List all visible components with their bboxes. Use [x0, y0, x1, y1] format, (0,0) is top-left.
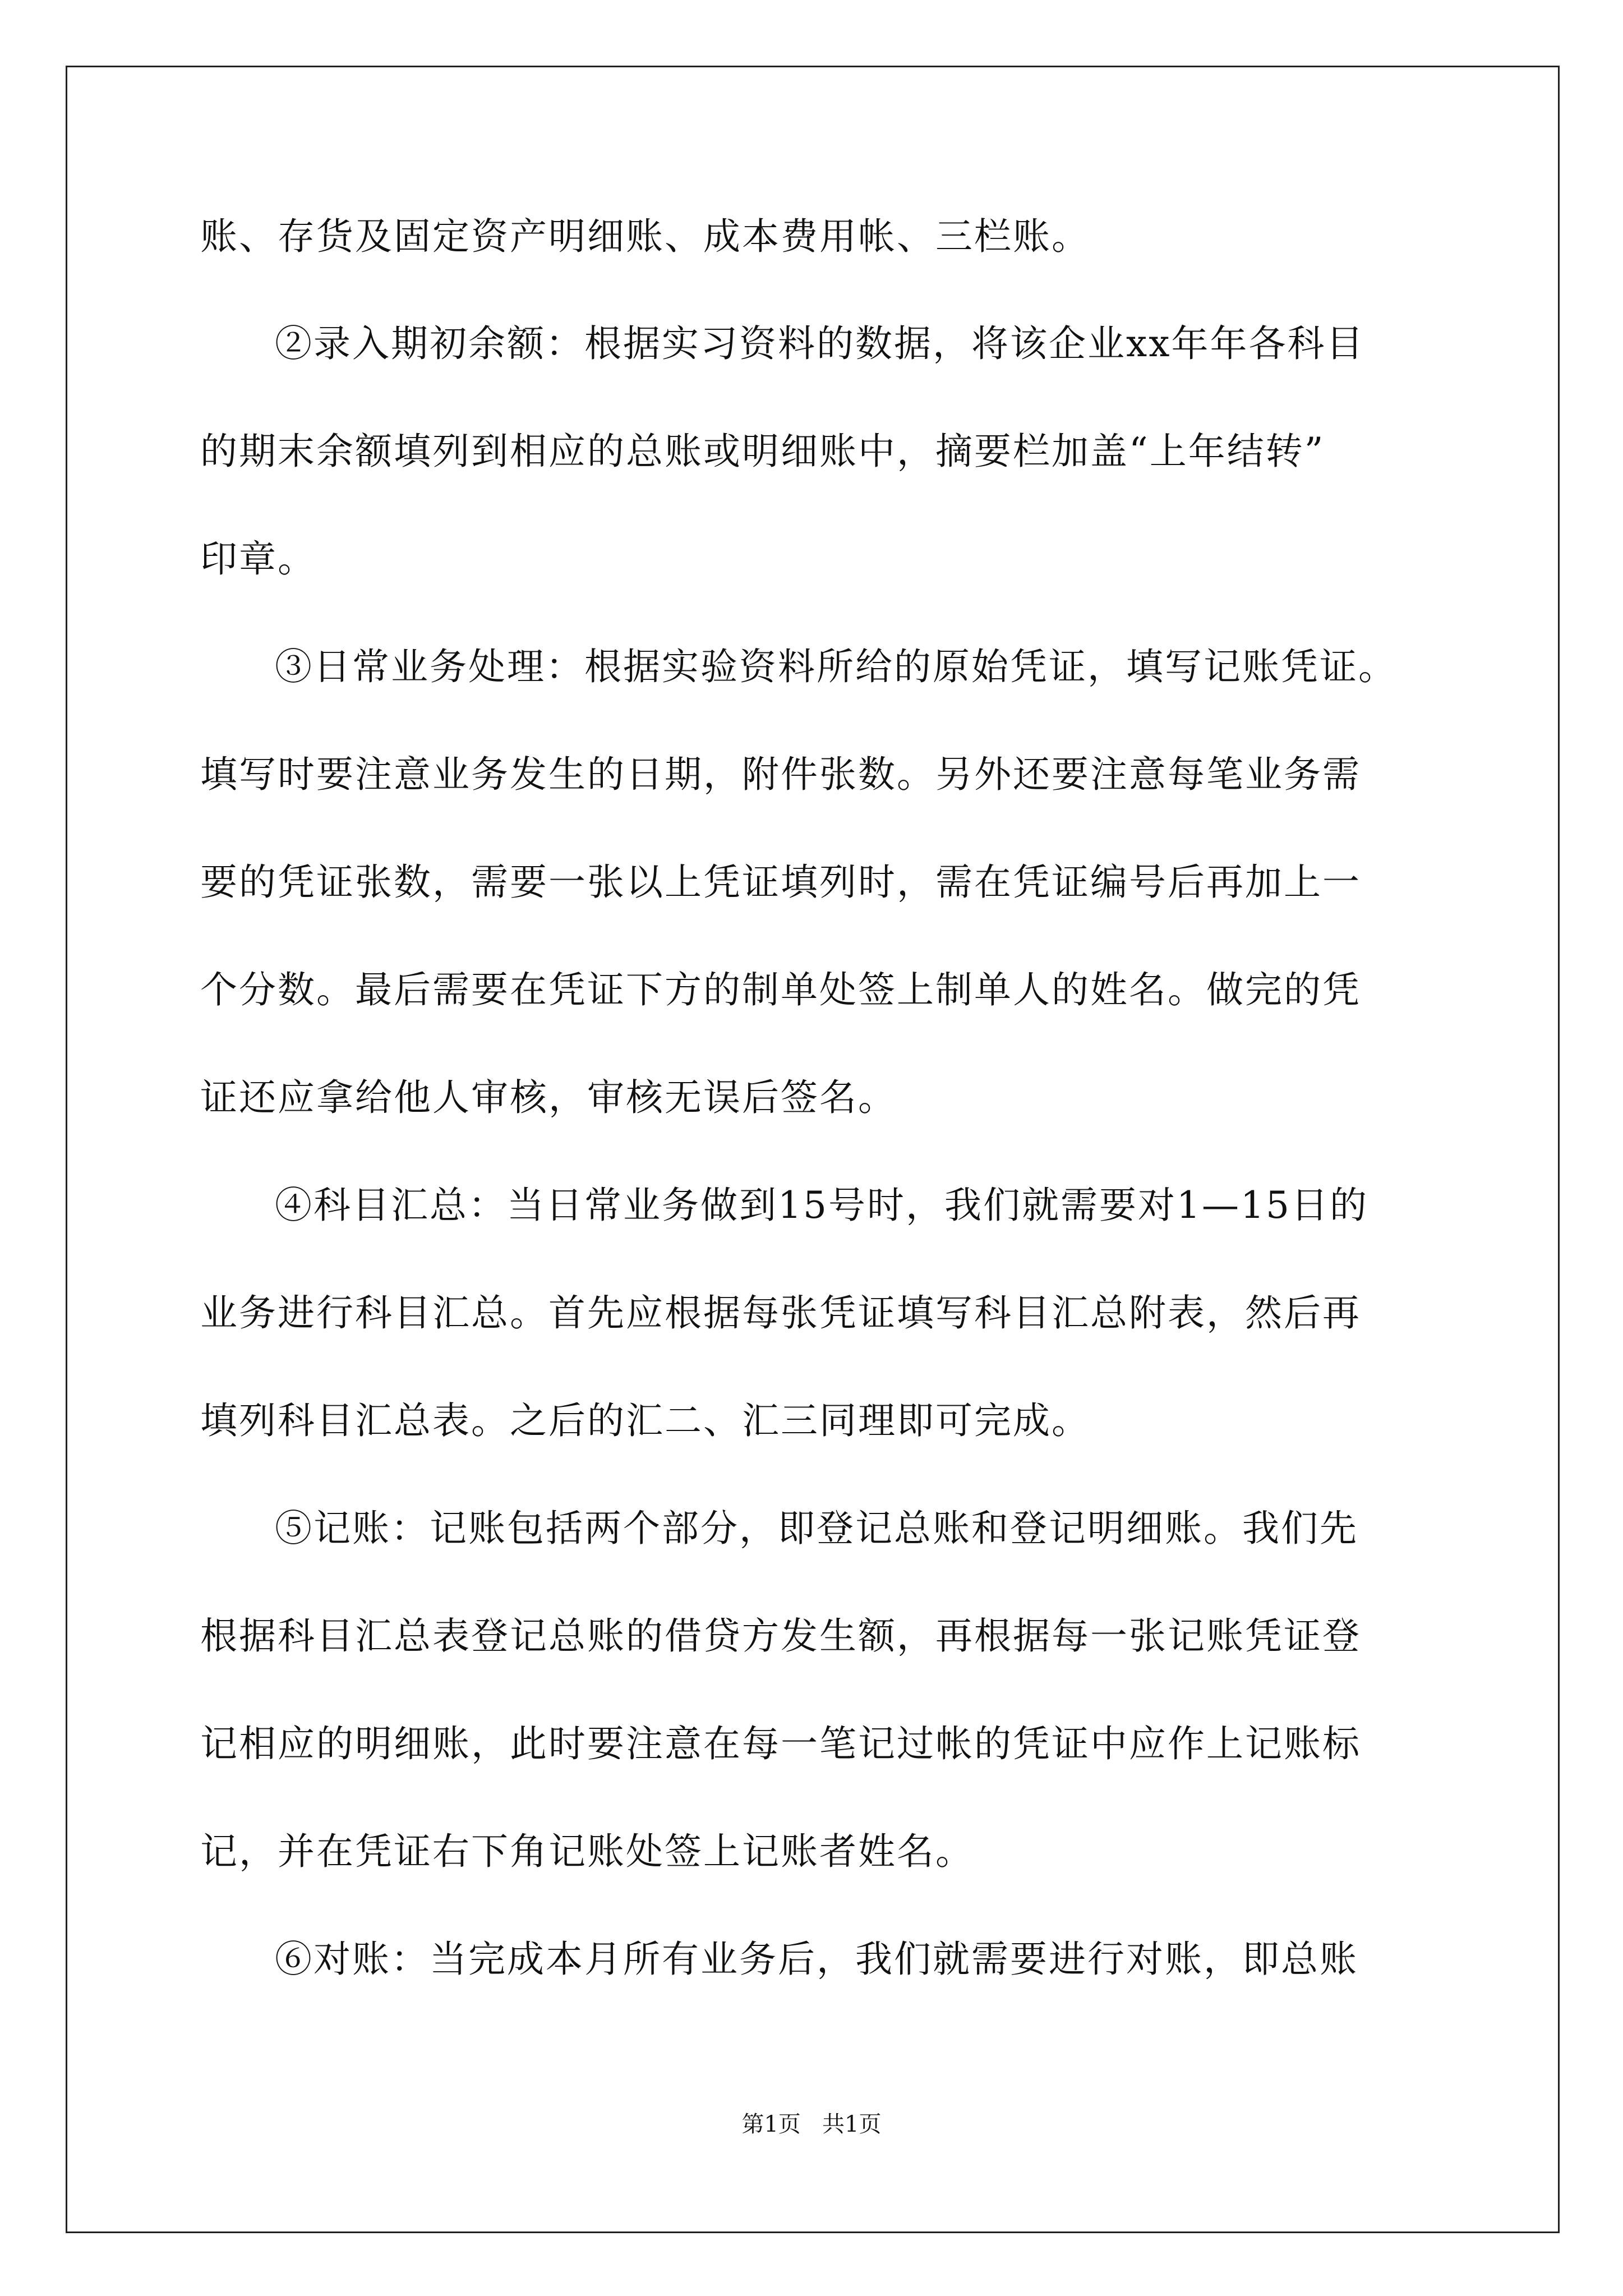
text-line: ③日常业务处理：根据实验资料所给的原始凭证，填写记账凭证。	[275, 645, 1397, 688]
text-line: ⑤记账：记账包括两个部分，即登记总账和登记明细账。我们先	[275, 1507, 1358, 1550]
text-line: ④科目汇总：当日常业务做到15号时，我们就需要对1—15日的	[275, 1184, 1368, 1227]
text-line: 的期末余额填列到相应的总账或明细账中，摘要栏加盖“上年结转”	[200, 430, 1325, 473]
text-line: 根据科目汇总表登记总账的借贷方发生额，再根据每一张记账凭证登	[200, 1614, 1361, 1658]
text-line: 印章。	[200, 537, 316, 581]
page-footer: 第1页 共1页	[741, 2111, 882, 2137]
text-line: 填写时要注意业务发生的日期，附件张数。另外还要注意每笔业务需	[200, 753, 1361, 796]
text-line: 记，并在凭证右下角记账处签上记账者姓名。	[200, 1830, 974, 1873]
text-line: 证还应拿给他人审核，审核无误后签名。	[200, 1076, 897, 1119]
text-line: 账、存货及固定资产明细账、成本费用帐、三栏账。	[200, 215, 1090, 258]
text-line: 业务进行科目汇总。首先应根据每张凭证填写科目汇总附表，然后再	[200, 1291, 1361, 1335]
text-line: ⑥对账：当完成本月所有业务后，我们就需要进行对账，即总账	[275, 1938, 1358, 1981]
text-line: 填列科目汇总表。之后的汇二、汇三同理即可完成。	[200, 1399, 1090, 1442]
page-border	[66, 66, 1560, 2233]
text-line: 个分数。最后需要在凭证下方的制单处签上制单人的姓名。做完的凭	[200, 968, 1361, 1011]
text-line: 要的凭证张数，需要一张以上凭证填列时，需在凭证编号后再加上一	[200, 861, 1361, 904]
text-line: 记相应的明细账，此时要注意在每一笔记过帐的凭证中应作上记账标	[200, 1722, 1361, 1765]
text-line: ②录入期初余额：根据实习资料的数据，将该企业xx年年各科目	[275, 322, 1365, 365]
